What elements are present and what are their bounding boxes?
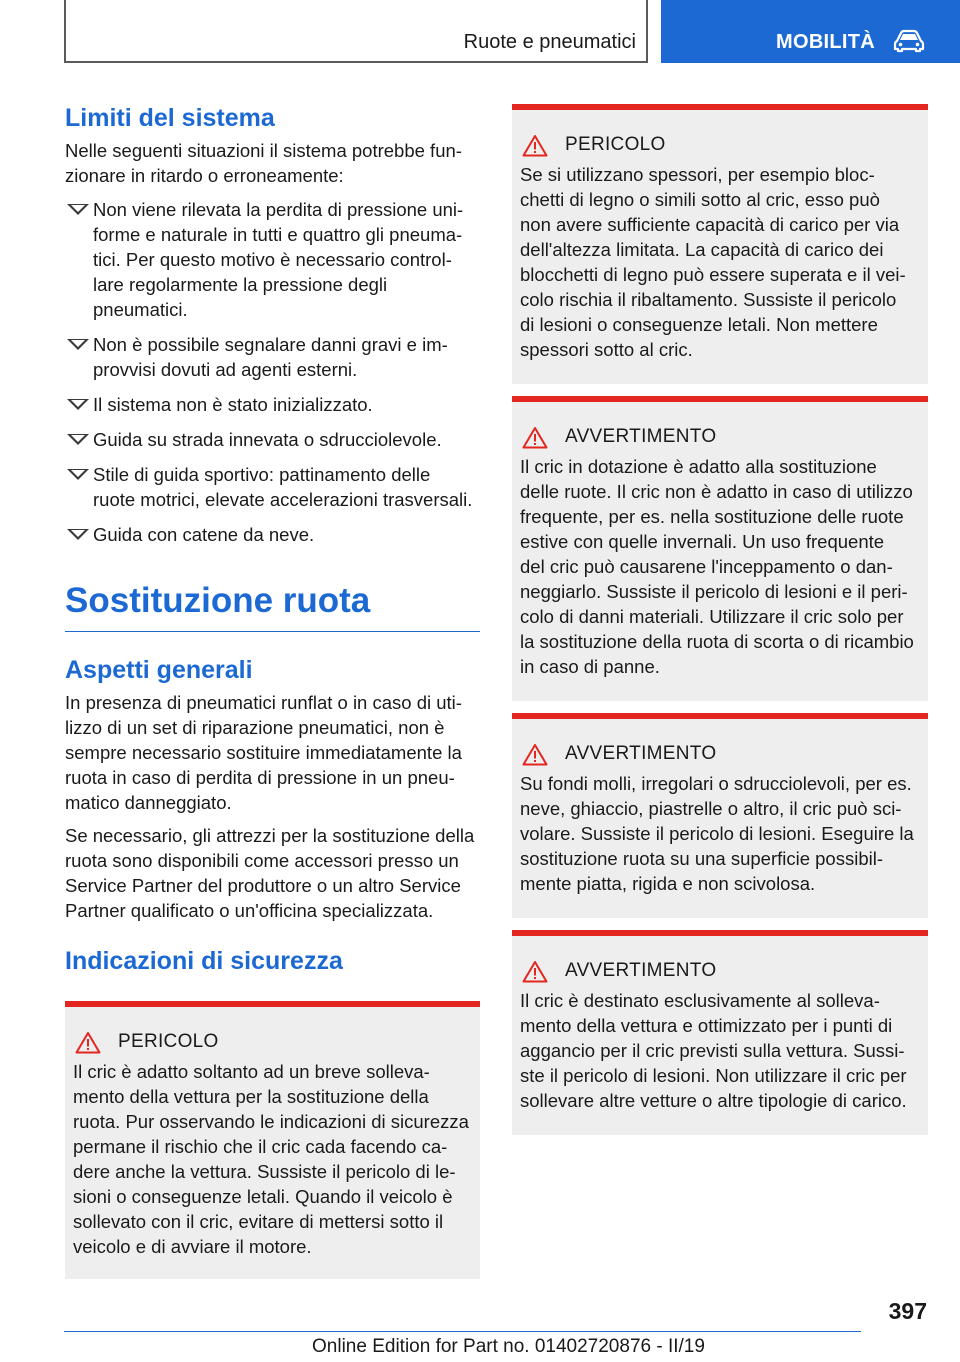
safety-heading: Indicazioni di sicurezza: [65, 947, 343, 975]
danger-box: [512, 104, 928, 384]
list-item: Il sistema non è stato inizializzato.: [65, 392, 480, 417]
header-section-box: [64, 0, 648, 63]
warning-text: Se si utilizzano spessori, per esempio bloc- chetti di legno o simili sotto al cric, esso può non avere sufficiente capacità di carico per via dell'altezza limitata. La capacità di carico dei blocchetti di legno può essere superata e il vei- colo rischia il ribaltamento. Sussiste il pericolo di lesioni o conseguenze letali. Non mettere spessori sotto al cric.: [520, 164, 906, 360]
warning-title: AVVERTIMENTO: [565, 743, 717, 764]
general-paragraph-2: Se necessario, gli attrezzi per la sostituzione della ruota sono disponibili come accessori presso un Service Partner del produttore o un altro Service Partner qualificato o un'officina specializzata.: [65, 825, 475, 921]
triangle-bullet-icon: [67, 434, 89, 445]
triangle-bullet-icon: [67, 469, 89, 480]
warning-header: [520, 741, 920, 767]
warning-title: AVVERTIMENTO: [565, 960, 717, 981]
list-item: Guida su strada innevata o sdrucciolevole.: [65, 427, 480, 452]
warning-text: Il cric è destinato esclusivamente al solleva- mento della vettura e ottimizzato per i punti di aggancio per il cric previsti sulla vettura. Sussi- ste il pericolo di lesioni. Non utilizzare il cric per sollevare altre vetture o altre tipologie di carico.: [520, 990, 907, 1111]
triangle-bullet-icon: [67, 204, 89, 215]
warning-text: Il cric in dotazione è adatto alla sostituzione delle ruote. Il cric non è adatto in caso di utilizzo frequente, per es. nella sostituzione delle ruote estive con quelle invernali. Un uso frequente del cric può causarene l'inceppamento o dan- neggiarlo. Sussiste il pericolo di lesioni e il peri- colo di danni materiali. Utilizzare il cric solo per la sostituzione della ruota di scorta o di ricambio in caso di panne.: [520, 456, 914, 677]
list-item: Non è possibile segnalare danni gravi e im- provvisi dovuti ad agenti esterni.: [65, 332, 480, 382]
chapter-heading: Sostituzione ruota: [65, 581, 480, 632]
warning-box: [512, 713, 928, 918]
header-chapter-tab: [661, 0, 960, 63]
footer-edition: Online Edition for Part no. 01402720876 - II/19: [312, 1336, 705, 1357]
footer-divider: [64, 1331, 861, 1332]
right-column: [512, 104, 928, 1135]
list-item: Guida con catene da neve.: [65, 522, 480, 547]
warning-box: [512, 396, 928, 701]
warning-triangle-icon: [75, 1031, 101, 1054]
warning-title: PERICOLO: [565, 134, 666, 155]
warning-header: [520, 132, 920, 158]
triangle-bullet-icon: [67, 399, 89, 410]
warning-header: [73, 1029, 472, 1055]
warning-triangle-icon: [522, 960, 548, 983]
warning-title: PERICOLO: [118, 1031, 219, 1052]
list-item: Stile di guida sportivo: pattinamento delle ruote motrici, elevate accelerazioni trasversali.: [65, 462, 480, 512]
warning-title: AVVERTIMENTO: [565, 426, 717, 447]
page-number: 397: [888, 1298, 927, 1324]
section-title: Ruote e pneumatici: [463, 31, 636, 53]
warning-text: Il cric è adatto soltanto ad un breve solleva- mento della vettura per la sostituzione della ruota. Pur osservando le indicazioni di sicurezza permane il rischio che il cric cada facendo ca- dere anche la vettura. Sussiste il pericolo di le- sioni o conseguenze letali. Quando il veicolo è sollevato con il cric, evitare di mettersi sotto il veicolo e di avviare il motore.: [73, 1061, 469, 1257]
warning-triangle-icon: [522, 743, 548, 766]
triangle-bullet-icon: [67, 339, 89, 350]
left-column: [65, 104, 480, 1279]
general-paragraph-1: In presenza di pneumatici runflat o in caso di uti- lizzo di un set di riparazione pneumatici, non è sempre necessario sostituire immediatamente la ruota in caso di perdita di pressione in un pneu- matico danneggiato.: [65, 692, 462, 813]
warning-triangle-icon: [522, 426, 548, 449]
warning-triangle-icon: [522, 134, 548, 157]
car-icon: [893, 29, 925, 53]
warning-header: [520, 958, 920, 984]
limits-intro: Nelle seguenti situazioni il sistema potrebbe fun- zionare in ritardo o erroneamente:: [65, 140, 462, 186]
list-item: Non viene rilevata la perdita di pressione uni- forme e naturale in tutti e quattro gli pneuma- tici. Per questo motivo è necessario control- lare regolarmente la pressione degli pneumatici.: [65, 197, 480, 322]
warning-header: [520, 424, 920, 450]
limits-heading: Limiti del sistema: [65, 104, 275, 132]
warning-box: [512, 930, 928, 1135]
chapter-title: MOBILITÀ: [776, 31, 876, 53]
warning-text: Su fondi molli, irregolari o sdrucciolevoli, per es. neve, ghiaccio, piastrelle o altro, il cric può sci- volare. Sussiste il pericolo di lesioni. Eseguire la sostituzione ruota su una superficie possibil- mente piatta, rigida e non scivolosa.: [520, 773, 914, 894]
danger-box: [65, 1001, 480, 1279]
limits-list: [65, 197, 480, 547]
general-heading: Aspetti generali: [65, 656, 253, 684]
triangle-bullet-icon: [67, 529, 89, 540]
